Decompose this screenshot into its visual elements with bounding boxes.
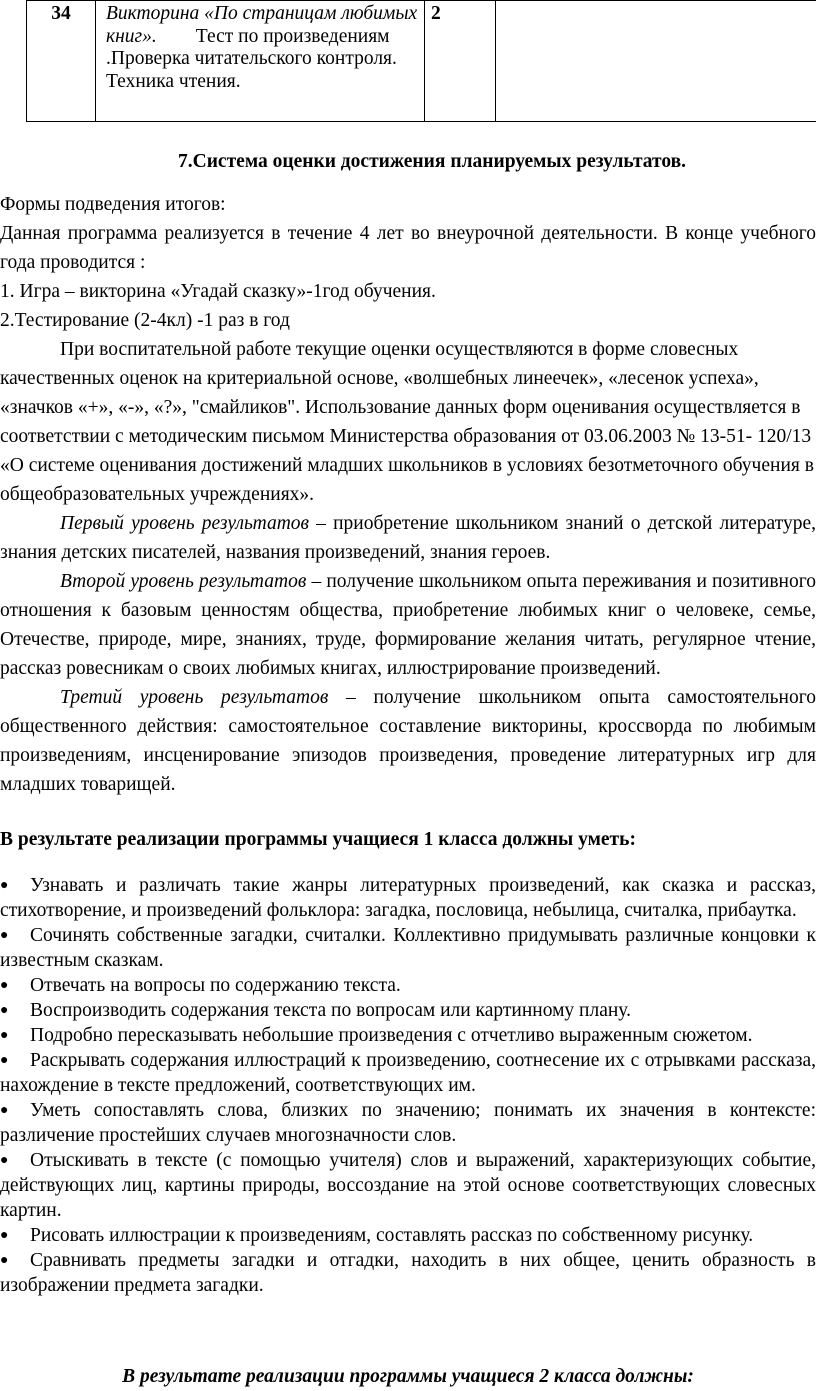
list-item	[0, 973, 816, 998]
list-item-text: Отвечать на вопросы по содержанию текста.	[30, 975, 401, 996]
list-item-text: Воспроизводить содержания текста по вопросам или картинному плану.	[30, 1000, 631, 1021]
level-2-paragraph	[0, 567, 816, 683]
bullet-icon: ●	[0, 928, 9, 943]
grade-1-skills	[0, 873, 816, 1298]
list-item-text: Сравнивать предметы загадки и отгадки, находить в них общее, ценить образность в изображении предмета загадки.	[0, 1250, 816, 1296]
bullet-icon: ●	[0, 1053, 9, 1068]
lesson-topic-rest: Тест по произведениям .Проверка читательского контроля. Техника чтения.	[106, 25, 397, 92]
bullet-icon: ●	[0, 1028, 9, 1043]
level-1-text: – приобретение школьником знаний о детской литературе, знания детских писателей, названия произведений, знания героев.	[0, 513, 816, 563]
lesson-plan-table	[26, 0, 816, 122]
bullet-icon: ●	[0, 1103, 9, 1118]
bullet-icon: ●	[0, 1253, 9, 1268]
level-1-label: Первый уровень результатов	[60, 513, 310, 534]
lesson-extra-cell	[496, 1, 816, 122]
level-3-paragraph	[0, 683, 816, 799]
list-item-text: Раскрывать содержания иллюстраций к произведению, соотнесение их с отрывками рассказа, нахождение в тексте предложений, соответствующих им.	[0, 1050, 816, 1096]
level-3-text: – получение школьником опыта самостоятельного общественного действия: самостоятельное составление викторины, кроссворда по любимым произведениям, инсценирование эпизодов произведения, проведение литературных игр для младших товарищей.	[0, 687, 816, 795]
list-item	[0, 1023, 816, 1048]
list-item	[0, 1148, 816, 1223]
list-item	[0, 998, 816, 1023]
lesson-topic-italic: Викторина «По страницам любимых книг».	[106, 3, 418, 47]
grade-1-skills-list	[0, 873, 816, 1298]
program-duration-paragraph: Данная программа реализуется в течение 4 лет во внеурочной деятельности. В конце учебного года проводится :	[0, 223, 816, 273]
lesson-hours-cell: 2	[425, 1, 496, 122]
level-2-text: – получение школьником опыта переживания и позитивного отношения к базовым ценностям общества, приобретение любимых книг о человеке, семье, Отечестве, природе, мире, знаниях, труде, формирование желания читать, регулярное чтение, рассказ ровесникам о своих любимых книгах, иллюстрирование произведений.	[0, 571, 816, 679]
bullet-icon: ●	[0, 1153, 9, 1168]
assessment-item-1: 1. Игра – викторина «Угадай сказку»-1год обучения.	[0, 281, 436, 302]
level-2-label: Второй уровень результатов	[60, 571, 307, 592]
grade-2-heading: В результате реализации программы учащиеся 2 класса должны:	[122, 1366, 694, 1387]
bullet-icon: ●	[0, 878, 9, 893]
assessment-item-2: 2.Тестирование (2-4кл) -1 раз в год	[0, 310, 290, 331]
table-row	[27, 1, 816, 122]
list-item	[0, 1048, 816, 1098]
lesson-number-cell: 34	[27, 1, 96, 122]
bullet-icon: ●	[0, 1228, 9, 1243]
grade-1-heading: В результате реализации программы учащиеся 1 класса должны уметь:	[0, 829, 636, 850]
section-title: 7.Система оценки достижения планируемых результатов.	[177, 151, 687, 172]
bullet-icon: ●	[0, 978, 9, 993]
evaluation-paragraph: При воспитательной работе текущие оценки осуществляются в форме словесных качественных оценок на критериальной основе, «волшебных линеечек», «лесенок успеха», «значков «+», «-», «?», "смайликов". Использование данных форм оценивания осуществляется в соответствии с методическим письмом Министерства образования от 03.06.2003 № 13-51- 120/13 «О системе оценивания достижений младших школьников в условиях безотметочного обучения в общеобразовательных учреждениях».	[0, 339, 814, 505]
level-3-label: Третий уровень результатов	[60, 687, 329, 708]
level-1-paragraph	[0, 509, 816, 567]
list-item	[0, 1248, 816, 1298]
list-item-text: Рисовать иллюстрации к произведениям, составлять рассказ по собственному рисунку.	[30, 1225, 754, 1246]
list-item-text: Уметь сопоставлять слова, близких по значению; понимать их значения в контексте: различение простейших случаев многозначности слов.	[0, 1100, 816, 1146]
bullet-icon: ●	[0, 1003, 9, 1018]
list-item-text: Узнавать и различать такие жанры литературных произведений, как сказка и рассказ, стихотворение, и произведений фольклора: загадка, пословица, небылица, считалка, прибаутка.	[0, 875, 816, 921]
forms-heading: Формы подведения итогов:	[0, 194, 226, 215]
text-block-main	[0, 190, 816, 799]
list-item-text: Сочинять собственные загадки, считалки. Коллективно придумывать различные концовки к известным сказкам.	[0, 925, 816, 971]
list-item-text: Отыскивать в тексте (с помощью учителя) слов и выражений, характеризующих событие, действующих лиц, картины природы, воссоздание на этой основе соответствующих словесных картин.	[0, 1150, 816, 1221]
list-item-text: Подробно пересказывать небольшие произведения с отчетливо выраженным сюжетом.	[30, 1025, 753, 1046]
list-item	[0, 1098, 816, 1148]
list-item	[0, 873, 816, 923]
list-item	[0, 923, 816, 973]
lesson-topic-cell	[96, 1, 425, 122]
list-item	[0, 1223, 816, 1248]
